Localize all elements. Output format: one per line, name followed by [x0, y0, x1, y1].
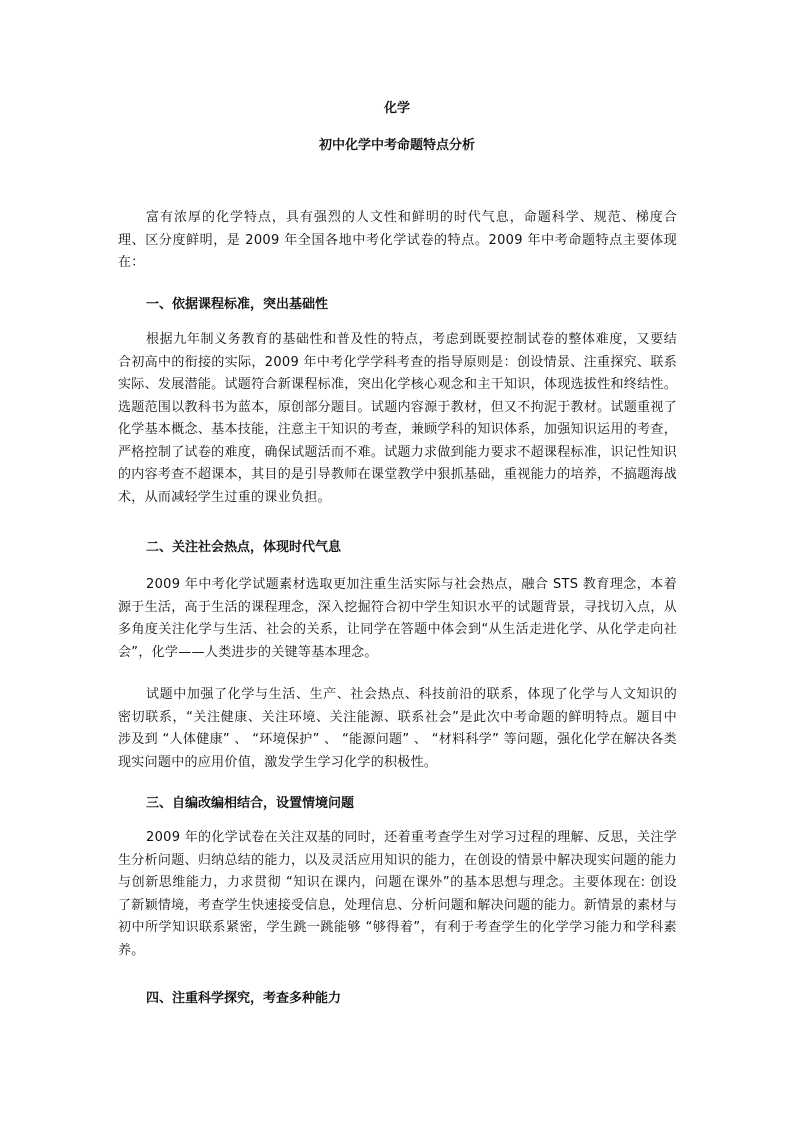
doc-title: 化学	[383, 101, 410, 116]
section-2-paragraph-1: 2009 年中考化学试题素材选取更加注重生活实际与社会热点，融合 STS 教育理念，本着源于生活，高于生活的课程理念，深入挖掘符合初中学生知识水平的试题背景，寻找切入点，从多角度关注化学与生活、社会的关系，让同学在答题中体会到“从生活走进化学、从化学走向社会”，化学——人类进步的关键等基本理念。	[118, 577, 677, 660]
section-heading-3: 三、自编改编相结合，设置情境问题	[146, 796, 355, 811]
section-heading-4: 四、注重科学探究，考查多种能力	[146, 991, 342, 1006]
section-2-paragraph-2: 试题中加强了化学与生活、生产、社会热点、科技前沿的联系，体现了化学与人文知识的密切联系，“关注健康、关注环境、关注能源、联系社会”是此次中考命题的鲜明特点。题目中涉及到 “人体健康” 、 “环境保护” 、 “能源问题” 、 “材料科学” 等问题，强化化学在解决各类现实问题中的应用价值，激发学生学习化学的积极性。	[118, 687, 677, 770]
intro-block	[118, 207, 677, 275]
doc-subtitle: 初中化学中考命题特点分析	[318, 138, 475, 153]
section-heading-1: 一、依据课程标准，突出基础性	[146, 297, 329, 312]
section-2-block-1	[118, 574, 677, 664]
section-3-block	[118, 827, 677, 962]
section-3-paragraph-1: 2009 年的化学试卷在关注双基的同时，还着重考查学生对学习过程的理解、反思，关注学生分析问题、归纳总结的能力，以及灵活应用知识的能力，在创设的情景中解决现实问题的能力与创新思维能力，力求贯彻 “知识在课内，问题在课外”的基本思想与理念。主要体现在: 创设了新颖情境，考查学生快速接受信息，处理信息、分析问题和解决问题的能力。新情景的素材与初中所学知识联系紧密，学生跳一跳能够 “够得着”，有利于考查学生的化学学习能力和学科素养。	[118, 830, 677, 958]
section-2-block-2	[118, 684, 677, 774]
section-heading-2: 二、关注社会热点，体现时代气息	[146, 540, 342, 555]
section-1-paragraph-1: 根据九年制义务教育的基础性和普及性的特点，考虑到既要控制试卷的整体难度，又要结合初高中的衔接的实际，2009 年中考化学学科考查的指导原则是：创设情景、注重探究、联系实际、发展潜能。试题符合新课程标准，突出化学核心观念和主干知识，体现选拔性和终结性。选题范围以教科书为蓝本，原创部分题目。试题内容源于教材，但又不拘泥于教材。试题重视了化学基本概念、基本技能，注意主干知识的考查，兼顾学科的知识体系，加强知识运用的考查，严格控制了试卷的难度，确保试题活而不难。试题力求做到能力要求不超课程标准，识记性知识的内容考查不超课本，其目的是引导教师在课堂教学中狠抓基础，重视能力的培养，不搞题海战术，从而减轻学生过重的课业负担。	[118, 332, 677, 505]
section-1-block	[118, 329, 677, 509]
intro-paragraph: 富有浓厚的化学特点，具有强烈的人文性和鲜明的时代气息，命题科学、规范、梯度合理、区分度鲜明，是 2009 年全国各地中考化学试卷的特点。2009 年中考命题特点主要体现在：	[118, 210, 677, 270]
